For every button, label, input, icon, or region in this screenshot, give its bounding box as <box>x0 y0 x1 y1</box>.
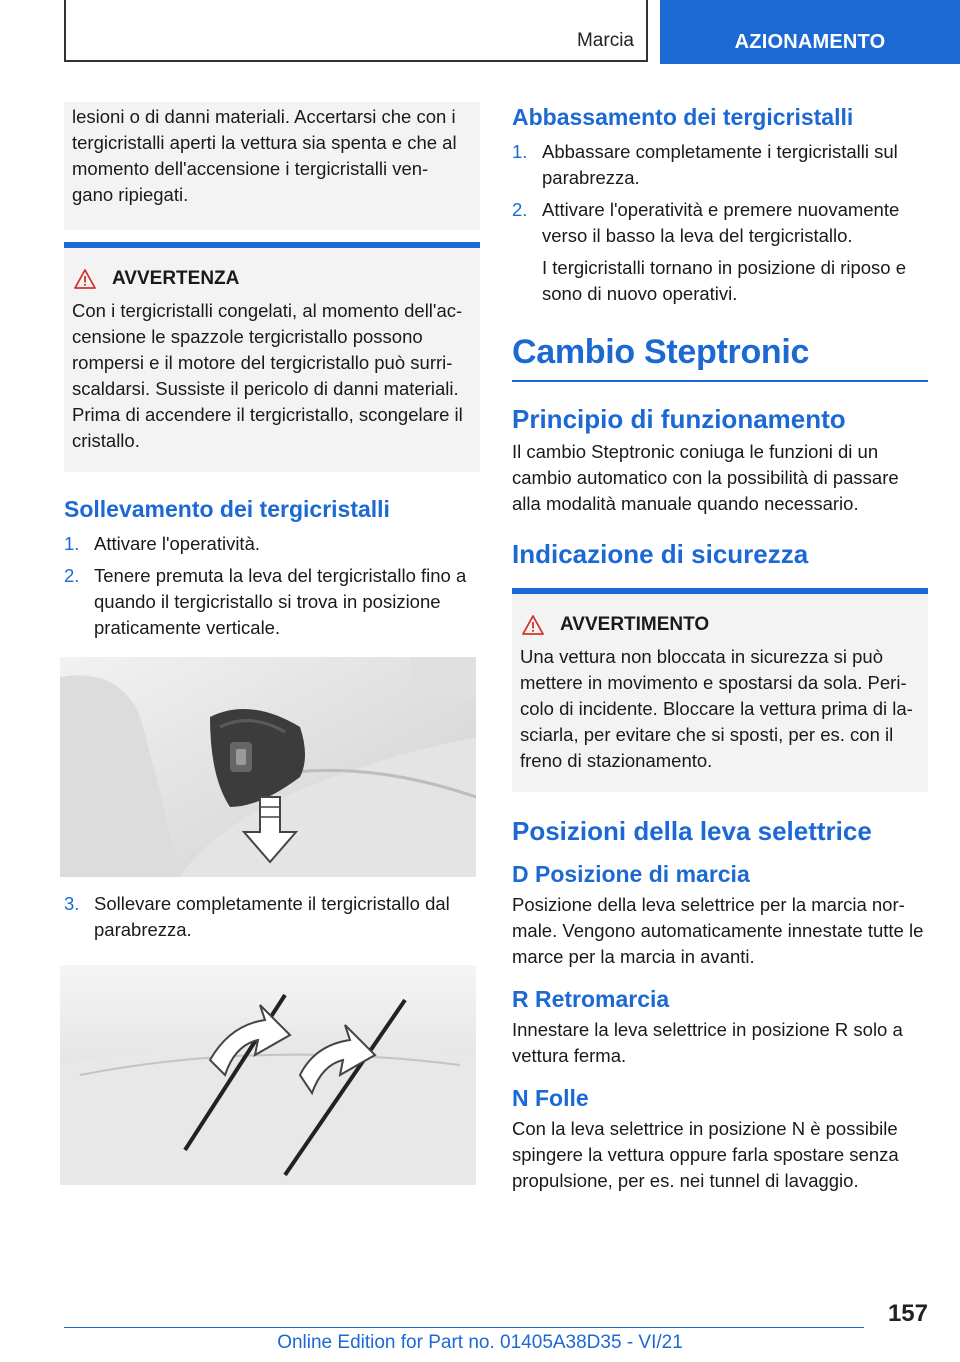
step-text: Attivare l'operatività e premere nuovamente verso il basso la leva del tergicristallo. <box>542 199 900 246</box>
step-number: 1. <box>512 141 528 162</box>
wiper-lever-drawing <box>60 657 476 877</box>
wiper-raise-illustration <box>60 965 476 1185</box>
warning-box-frozen <box>64 242 480 472</box>
section-heading-principle: Principio di funzionamento <box>512 404 846 434</box>
list-item <box>512 197 928 249</box>
step-number: 2. <box>512 199 528 220</box>
wiper-lever-illustration <box>60 657 476 877</box>
warning-text: Con i tergicristalli congelati, al momento dell'ac- censione le spazzole tergicristallo possono rompersi e il motore del tergicristallo può surri- scaldarsi. Sussiste il pericolo di danni materiali. Prima di accendere il tergicristallo, scongelare il cristallo. <box>72 300 463 451</box>
section-heading-safety: Indicazione di sicurezza <box>512 539 809 569</box>
warning-header <box>520 614 920 636</box>
warning-title: AVVERTIMENTO <box>560 614 710 635</box>
section-heading-positions: Posizioni della leva selettrice <box>512 816 872 846</box>
list-item <box>64 563 480 641</box>
step-number: 1. <box>64 533 80 554</box>
warning-triangle-icon <box>74 269 96 289</box>
left-column <box>64 102 480 1185</box>
n-text: Con la leva selettrice in posizione N è possibile spingere la vettura oppure farla spostare senza propulsione, per es. nei tunnel di lavaggio. <box>512 1118 899 1191</box>
header-chapter-label: AZIONAMENTO <box>734 31 886 53</box>
chapter-title: Cambio Steptronic <box>512 333 810 371</box>
lower-steps-list <box>512 139 928 249</box>
header-chapter-tab[interactable] <box>660 0 960 64</box>
list-item <box>512 139 928 191</box>
subheading-n: N Folle <box>512 1085 589 1111</box>
step-number: 3. <box>64 893 80 914</box>
warning-text: Una vettura non bloccata in sicurezza si può mettere in movimento e spostarsi da sola. Peri- colo di incidente. Bloccare la vettura prima di la- sciarla, per evitare che si sposti, per es. con il freno di stazionamento. <box>520 646 913 771</box>
lower-result-note: I tergicristalli tornano in posizione di riposo e sono di nuovo operativi. <box>542 257 907 304</box>
section-heading-lower: Abbassamento dei tergicristalli <box>512 104 854 130</box>
warning-title: AVVERTENZA <box>112 268 240 289</box>
warning-box-parking <box>512 588 928 792</box>
subheading-r: R Retromarcia <box>512 986 670 1012</box>
r-text: Innestare la leva selettrice in posizione R solo a vettura ferma. <box>512 1019 903 1066</box>
step-number: 2. <box>64 565 80 586</box>
warning-header <box>72 268 472 290</box>
warning-triangle-icon <box>522 615 544 635</box>
d-text: Posizione della leva selettrice per la marcia nor- male. Vengono automaticamente innestate tutte le marce per la marcia in avanti. <box>512 894 924 967</box>
subheading-d: D Posizione di marcia <box>512 861 750 887</box>
windshield-wipers-drawing <box>60 965 476 1185</box>
raise-steps-list-cont <box>64 891 480 943</box>
raise-steps-list <box>64 531 480 641</box>
section-heading-raise: Sollevamento dei tergicristalli <box>64 496 390 522</box>
right-column <box>512 102 928 1194</box>
step-text: Sollevare completamente il tergicristallo dal parabrezza. <box>94 893 450 940</box>
footer-rule <box>64 1327 864 1328</box>
intro-note-text: lesioni o di danni materiali. Accertarsi che con i tergicristalli aperti la vettura sia spenta e che al momento dell'accensione i tergicristalli ven- gano ripiegati. <box>72 106 457 205</box>
header-section-box <box>64 0 648 62</box>
step-text: Attivare l'operatività. <box>94 533 260 554</box>
intro-note-box <box>64 102 480 230</box>
page-number: 157 <box>887 1300 928 1327</box>
list-item <box>64 891 480 943</box>
list-item <box>64 531 480 557</box>
step-text: Abbassare completamente i tergicristalli sul parabrezza. <box>542 141 898 188</box>
header-section-label: Marcia <box>576 30 634 51</box>
principle-text: Il cambio Steptronic coniuga le funzioni di un cambio automatico con la possibilità di passare alla modalità manuale quando necessario. <box>512 441 899 514</box>
step-text: Tenere premuta la leva del tergicristallo fino a quando il tergicristallo si trova in posizione praticamente verticale. <box>94 565 467 638</box>
footer-edition-text: Online Edition for Part no. 01405A38D35 - VI/21 <box>277 1332 683 1353</box>
